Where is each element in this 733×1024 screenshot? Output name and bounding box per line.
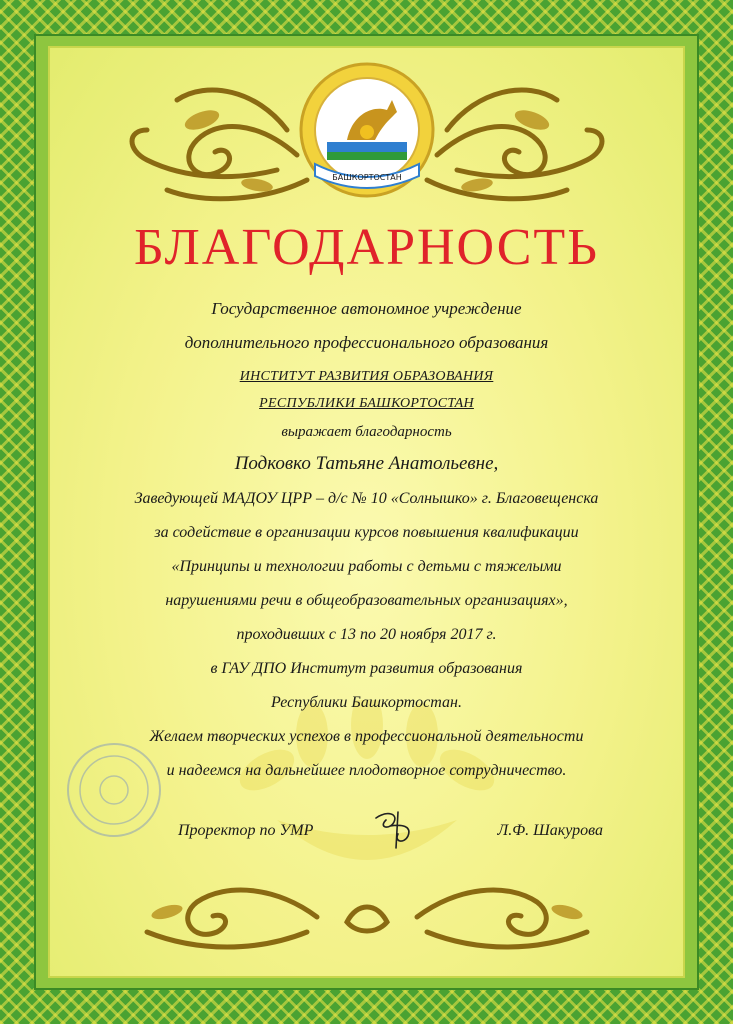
body-line: нарушениями речи в общеобразовательных организациях», [165, 592, 568, 609]
emblem-label: БАШКОРТОСТАН [331, 173, 402, 182]
org-line-4: РЕСПУБЛИКИ БАШКОРТОСТАН [259, 396, 474, 411]
body-line: и надеемся на дальнейшее плодотворное сотрудничество. [166, 762, 567, 779]
body-line: за содействие в организации курсов повышения квалификации [154, 524, 579, 541]
body-line: Желаем творческих успехов в профессиональной деятельности [149, 728, 584, 745]
certificate-title: БЛАГОДАРНОСТЬ [133, 219, 600, 276]
certificate-text [60, 300, 673, 796]
signer-title: Проректор по УМР [178, 822, 314, 839]
recipient-name: Подковко Татьяне Анатольевне, [234, 453, 499, 474]
signature-icon [368, 808, 428, 852]
org-line-2: дополнительного профессионального образования [184, 333, 549, 352]
bottom-gold-ornament-icon [107, 872, 627, 962]
bashkortostan-emblem-icon [297, 60, 437, 200]
body-line: Республики Башкортостан. [271, 694, 462, 711]
org-line-3: ИНСТИТУТ РАЗВИТИЯ ОБРАЗОВАНИЯ [239, 369, 494, 384]
expresses-line: выражает благодарность [281, 424, 452, 440]
body-line: в ГАУ ДПО Институт развития образования [210, 660, 523, 677]
body-line: «Принципы и технологии работы с детьми с тяжелыми [171, 558, 562, 575]
body-line: проходивших с 13 по 20 ноября 2017 г. [236, 626, 497, 643]
body-line: Заведующей МАДОУ ЦРР – д/с № 10 «Солнышко» г. Благовещенска [134, 490, 599, 507]
signer-name: Л.Ф. Шакурова [497, 822, 603, 839]
org-line-1: Государственное автономное учреждение [211, 299, 522, 318]
